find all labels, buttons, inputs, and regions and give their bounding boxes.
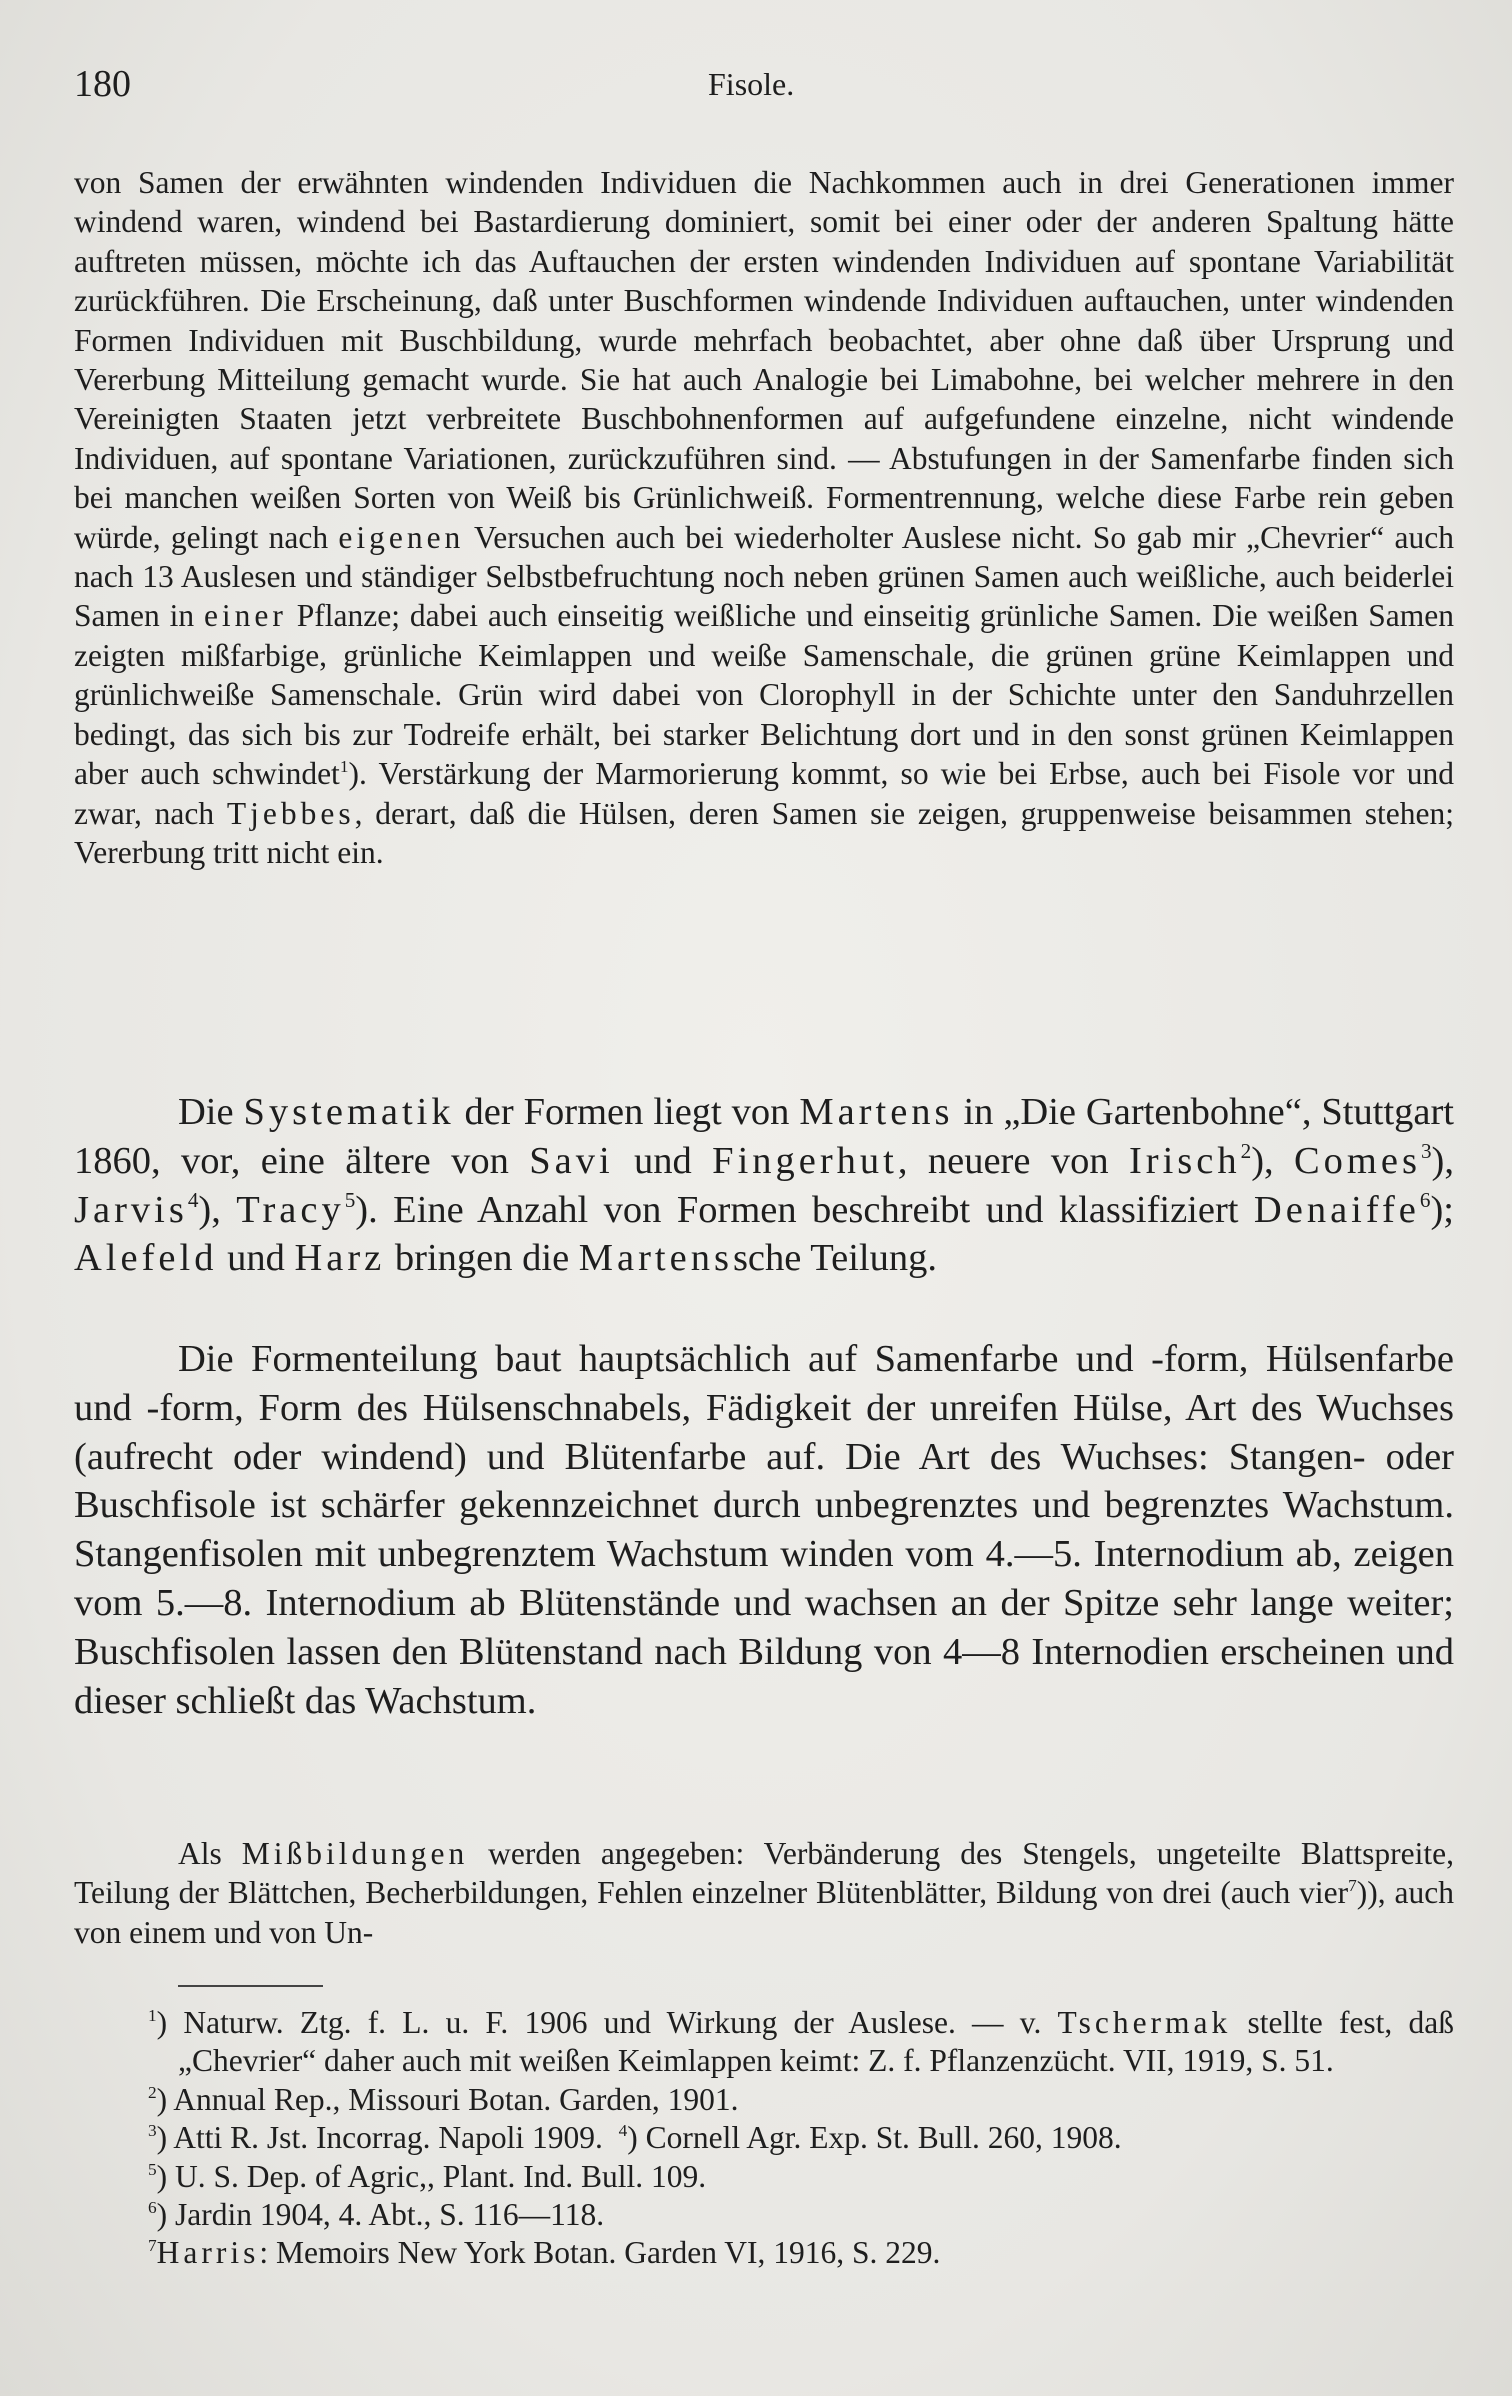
author-tschermak: Tschermak	[1057, 2005, 1232, 2040]
author-martens-2: Martens	[578, 1237, 733, 1280]
footnotes	[74, 2004, 1454, 2273]
term-systematik: Systematik	[243, 1091, 455, 1133]
footnote-ref-3: 3	[1420, 1138, 1432, 1163]
footnote-1: $^1$) Naturw. Ztg. f. L. u. F. 1906 und Wirkung der Auslese. — v. Tschermak stellte fest, daß „Chevrier“ daher auch mit weißen Keimlappen keimt: Z. f. Pflanzenzücht. VII, 1919, S. 51.	[148, 2005, 1454, 2079]
author-martens: Martens	[799, 1091, 954, 1133]
author-alefeld: Alefeld	[74, 1237, 218, 1280]
term-missbildungen: Mißbildungen	[241, 1836, 469, 1871]
emphasis-eigenen: eigenen	[338, 519, 465, 555]
paragraph-missbildungen: Als Mißbildungen werden angegeben: Verbänderung des Stengels, ungeteilte Blattspreite, Teilung der Blättchen, Becherbildungen, Fehlen einzelner Blütenblätter, Bildung von drei (auch vier$^7$)), auch von einem und von Un-	[74, 1836, 1454, 1950]
footnote-ref-6: 6	[1419, 1187, 1431, 1212]
footnote-ref-2: 2	[1240, 1138, 1252, 1163]
footnote-ref-7: 7	[1348, 1876, 1357, 1896]
author-harris: Harris	[156, 2235, 260, 2271]
footnote-6: $^6$) Jardin 1904, 4. Abt., S. 116—118.	[148, 2197, 605, 2233]
footnote-3-4: $^3$) Atti R. Jst. Incorrag. Napoli 1909. $^4$) Cornell Agr. Exp. St. Bull. 260, 1908.	[148, 2120, 1122, 2156]
paragraph-formenteilung: Die Formenteilung baut hauptsächlich auf Samenfarbe und -form, Hülsenfarbe und -form, Form des Hülsenschnabels, Fädigkeit der unreifen Hülse, Art des Wuchses (aufrecht oder windend) und Blütenfarbe auf. Die Art des Wuchses: Stangen- oder Buschfisole ist schärfer gekennzeichnet durch unbegrenztes und begrenztes Wachstum. Stangenfisolen mit unbegrenztem Wachstum winden vom 4.—5. Internodium ab, zeigen vom 5.—8. Internodium ab Blütenstände und wachsen an der Spitze sehr lange weiter; Buschfisolen lassen den Blütenstand nach Bildung von 4—8 Internodien erscheinen und dieser schließt das Wachstum.	[74, 1338, 1454, 1722]
running-title: Fisole.	[708, 66, 795, 102]
footnote-divider	[178, 1985, 323, 1987]
footnote-ref-5: 5	[344, 1187, 356, 1212]
footnote-7: $^7$Harris: Memoirs New York Botan. Garden VI, 1916, S. 229.	[148, 2235, 941, 2271]
author-comes: Comes	[1294, 1139, 1421, 1182]
emphasis-einer: einer	[203, 598, 287, 634]
footnote-ref-4: 4	[187, 1187, 199, 1212]
paragraph-systematik: Die Systematik der Formen liegt von Martens in „Die Gartenbohne“, Stuttgart 1860, vor, eine ältere von Savi und Fingerhut, neuere von Irisch$^2$), Comes$^3$), Jarvis$^4$), Tracy$^5$). Eine Anzahl von Formen beschreibt und klassifiziert Denaiffe$^6$); Alefeld und Harz bringen die Martenssche Teilung.	[74, 1091, 1455, 1280]
author-denaiffe: Denaiffe	[1253, 1188, 1420, 1231]
author-fingerhut: Fingerhut	[712, 1139, 898, 1182]
page-number: 180	[74, 63, 131, 105]
author-savi: Savi	[529, 1139, 614, 1182]
footnote-5: $^5$) U. S. Dep. of Agric,, Plant. Ind. Bull. 109.	[148, 2158, 707, 2194]
footnote-2: $^2$) Annual Rep., Missouri Botan. Garden, 1901.	[148, 2081, 739, 2117]
author-irisch: Irisch	[1128, 1139, 1241, 1182]
page-header	[74, 62, 1438, 122]
author-tracy: Tracy	[236, 1188, 345, 1231]
paragraph-continued: von Samen der erwähnten windenden Individuen die Nachkommen auch in drei Generationen immer windend waren, windend bei Bastardierung dominiert, somit bei einer oder der anderen Spaltung hätte auftreten müssen, möchte ich das Auftauchen der ersten windenden Individuen auf spontane Variabilität zurückführen. Die Erscheinung, daß unter Buschformen windende Individuen auftauchen, unter windenden Formen Individuen mit Buschbildung, wurde mehrfach beobachtet, aber ohne daß über Ursprung und Vererbung Mitteilung gemacht wurde. Sie hat auch Analogie bei Limabohne, bei welcher mehrere in den Vereinigten Staaten jetzt verbreitete Buschbohnenformen auf aufgefundene einzelne, nicht windende Individuen, auf spontane Variationen, zurückzuführen sind. — Abstufungen in der Samenfarbe finden sich bei manchen weißen Sorten von Weiß bis Grünlichweiß. Formentrennung, welche diese Farbe rein geben würde, gelingt nach eigenen Versuchen auch bei wiederholter Auslese nicht. So gab mir „Chevrier“ auch nach 13 Auslesen und ständiger Selbstbefruchtung noch neben grünen Samen auch weißliche, auch beiderlei Samen in einer Pflanze; dabei auch einseitig weißliche und einseitig grünliche Samen. Die weißen Samen zeigten mißfarbige, grünliche Keimlappen und weiße Samenschale, die grünen grüne Keimlappen und grünlichweiße Samenschale. Grün wird dabei von Clorophyll in der Schichte unter den Sanduhrzellen bedingt, das sich bis zur Todreife erhält, bei starker Belichtung dort und in den sonst grünen Keimlappen aber auch schwindet$^1$). Verstärkung der Marmorierung kommt, so wie bei Erbse, auch bei Fisole vor und zwar, nach Tjebbes, derart, daß die Hülsen, deren Samen sie zeigen, gruppenweise beisammen stehen; Vererbung tritt nicht ein.	[74, 165, 1454, 870]
footnote-ref-1: 1	[339, 756, 349, 776]
author-jarvis: Jarvis	[74, 1188, 188, 1231]
author-harz: Harz	[294, 1237, 386, 1280]
author-tjebbes: Tjebbes	[226, 795, 355, 831]
